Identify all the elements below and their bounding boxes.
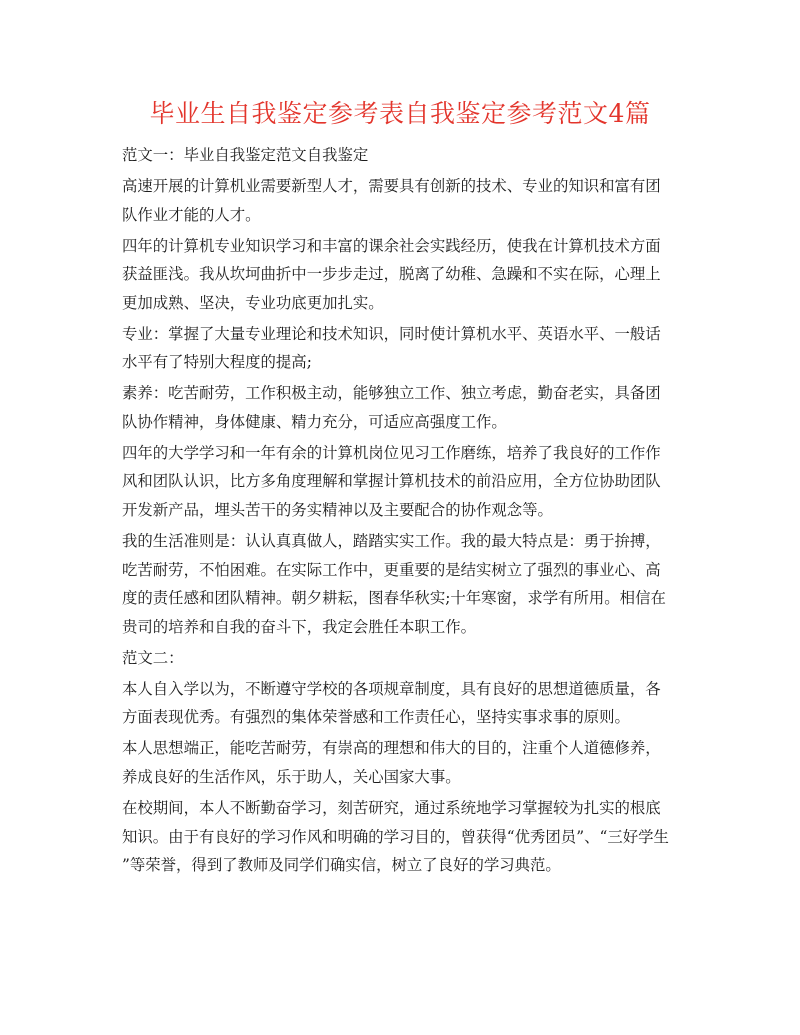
text-line: 贵司的培养和自我的奋斗下，我定会胜任本职工作。 [122,617,476,636]
paragraph [122,320,682,377]
text-line: 专业：掌握了大量专业理论和技术知识，同时使计算机水平、英语水平、一般话 [122,324,661,343]
paragraph [122,527,682,641]
text-line: 在校期间，本人不断勤奋学习，刻苦研究，通过系统地学习掌握较为扎实的根底 [122,798,661,817]
paragraph [122,141,682,170]
paragraph [122,172,682,229]
text-line: 高速开展的计算机业需要新型人才，需要具有创新的技术、专业的知识和富有团 [122,176,661,195]
text-line: 开发新产品，埋头苦干的务实精神以及主要配合的协作观念等。 [122,501,553,520]
text-line: 队作业才能的人才。 [122,205,261,224]
text-line: 队协作精神，身体健康、精力充分，可适应高强度工作。 [122,412,507,431]
text-line: 水平有了特别大程度的提高; [122,353,312,372]
text-line: 范文一：毕业自我鉴定范文自我鉴定 [122,146,369,164]
text-line: 更加成熟、坚决，专业功底更加扎实。 [122,293,384,312]
document-body [122,141,682,880]
text-line: 本人自入学以为，不断遵守学校的各项规章制度，具有良好的思想道德质量，各 [122,679,661,698]
text-line: ”等荣誉，得到了教师及同学们确实信，树立了良好的学习典范。 [122,856,561,875]
paragraph [122,439,682,525]
paragraph [122,379,682,436]
text-line: 四年的大学学习和一年有余的计算机岗位见习工作磨练，培养了我良好的工作作 [122,443,661,462]
text-line: 吃苦耐劳，不怕困难。在实际工作中，更重要的是结实树立了强烈的事业心、高 [122,560,661,579]
paragraph [122,675,682,732]
text-line: 本人思想端正，能吃苦耐劳，有崇高的理想和伟大的目的，注重个人道德修养， [122,739,661,758]
text-line: 范文二： [122,648,184,667]
text-line: 我的生活准则是：认认真真做人，踏踏实实工作。我的最大特点是：勇于拚搏， [122,532,661,551]
text-line: 获益匪浅。我从坎坷曲折中一步步走过，脱离了幼稚、急躁和不实在际，心理上 [122,265,661,284]
document-title: 毕业生自我鉴定参考表自我鉴定参考范文4篇 [149,99,651,128]
text-line: 度的责任感和团队精神。朝夕耕耘，图春华秋实;十年寒窗，求学有所用。相信在 [122,589,666,608]
text-line: 风和团队认识，比方多角度理解和掌握计算机技术的前沿应用，全方位协助团队 [122,472,661,491]
text-line: 方面表现优秀。有强烈的集体荣誉感和工作责任心，坚持实事求事的原则。 [122,708,630,727]
paragraph [122,644,682,673]
paragraph [122,734,682,791]
text-line: 素养：吃苦耐劳，工作积极主动，能够独立工作、独立考虑，勤奋老实，具备团 [122,384,661,403]
text-line: 四年的计算机专业知识学习和丰富的课余社会实践经历，使我在计算机技术方面 [122,236,661,255]
paragraph [122,794,682,880]
text-line: 养成良好的生活作风，乐于助人，关心国家大事。 [122,767,461,786]
paragraph [122,232,682,318]
text-line: 知识。由于有良好的学习作风和明确的学习目的，曾获得“优秀团员”、“三好学生 [122,827,669,846]
